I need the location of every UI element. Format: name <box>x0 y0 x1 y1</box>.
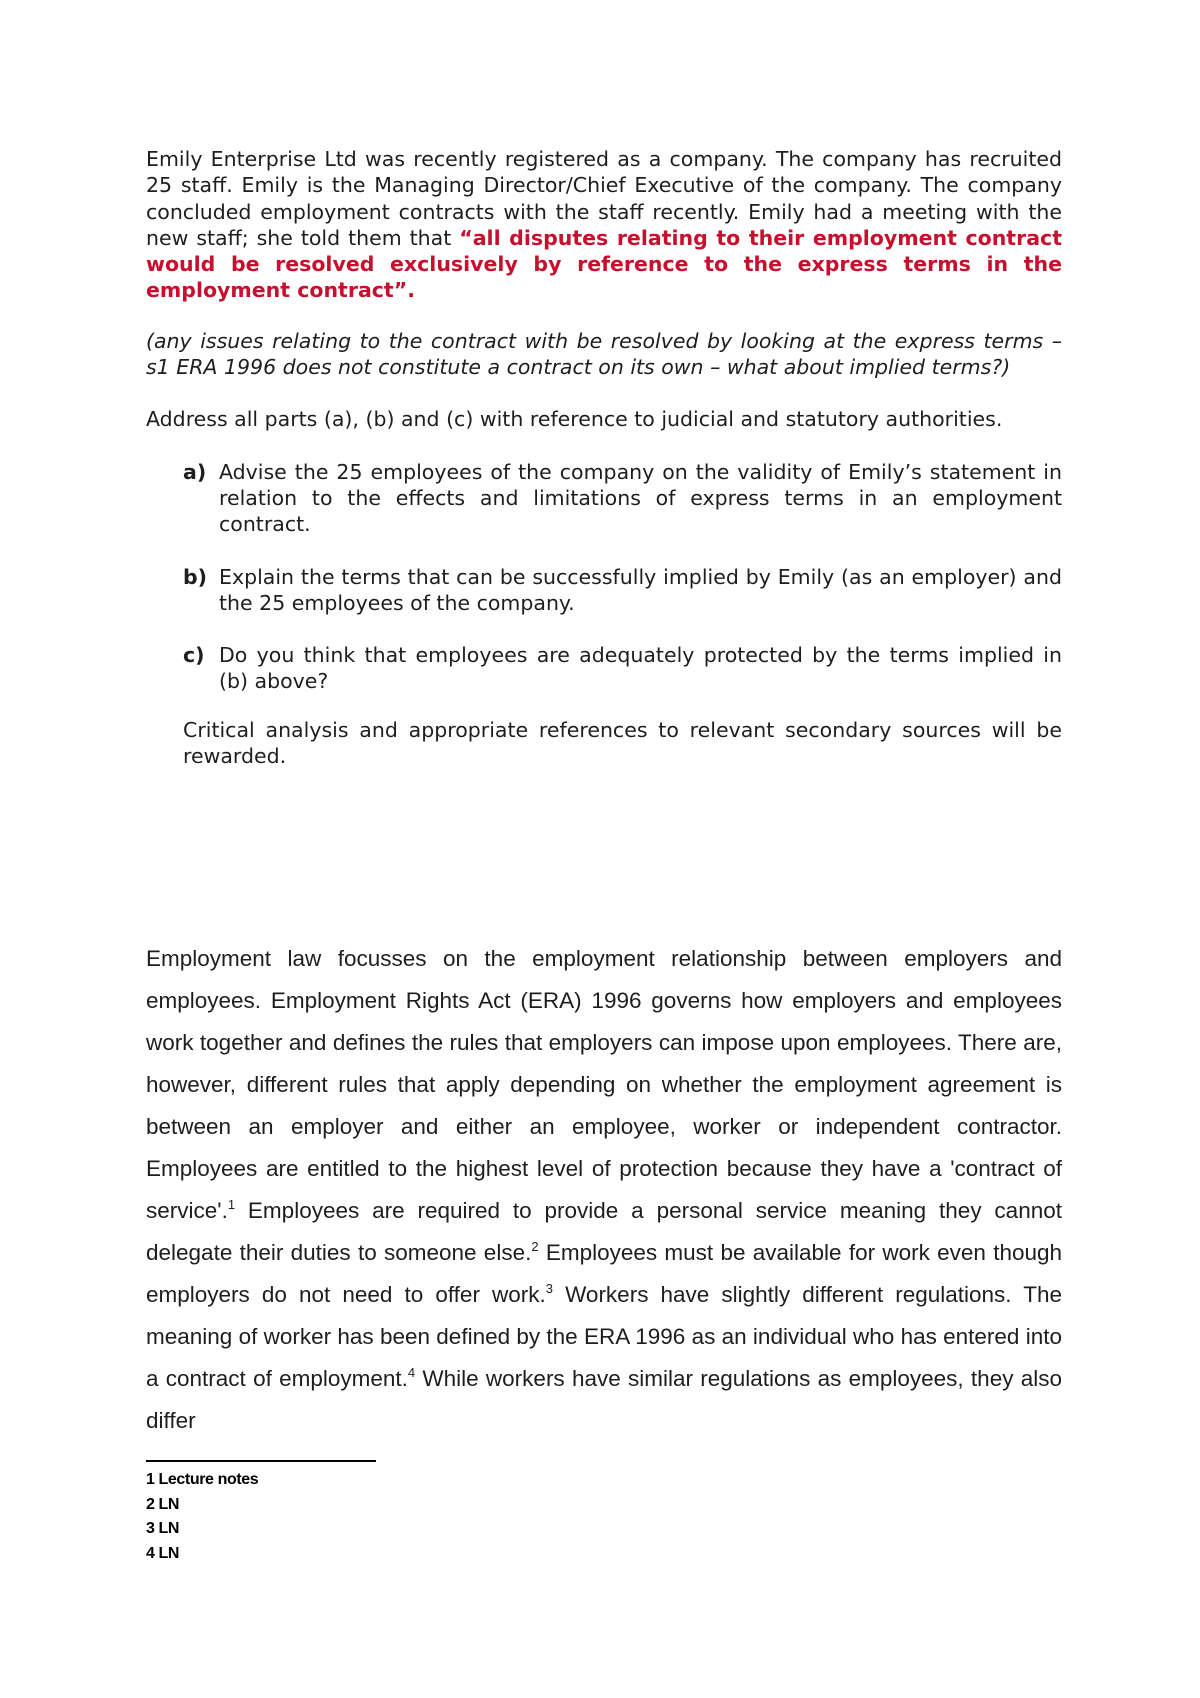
essay-sentence: Employees are required to provide a personal service meaning they cannot delegate their duties to someone else. <box>146 1198 1062 1265</box>
footnote-ref[interactable]: 3 <box>545 1281 554 1296</box>
italic-note: (any issues relating to the contract with be resolved by looking at the express terms – s1 ERA 1996 does not constitute a contract on its own – what about implied terms?) <box>146 328 1062 380</box>
question-part-b <box>146 564 1062 617</box>
instruction-paragraph: Address all parts (a), (b) and (c) with reference to judicial and statutory authorities. <box>146 407 1003 432</box>
question-parts-list <box>146 459 1062 695</box>
question-part-a <box>146 459 1062 538</box>
part-text: Do you think that employees are adequately protected by the terms implied in (b) above? <box>219 643 1062 694</box>
footnote-ref[interactable]: 2 <box>531 1239 539 1254</box>
footnotes <box>146 1468 258 1566</box>
footnote-ref[interactable]: 1 <box>227 1197 236 1212</box>
footnote-item: 3 LN <box>146 1520 180 1537</box>
essay-sentence: While workers have similar regulations as employees, they also differ <box>146 1366 1062 1433</box>
essay-paragraph <box>146 938 1062 1442</box>
essay-sentence: Workers have slightly different regulations. The meaning of worker has been defined by the ERA 1996 as an individual who has entered into a contract of employment. <box>146 1282 1062 1391</box>
footnote-item: 4 LN <box>146 1544 180 1562</box>
footnote-ref[interactable]: 4 <box>407 1365 416 1380</box>
part-marker: c) <box>183 643 205 668</box>
question-part-c <box>146 642 1062 695</box>
part-text: Explain the terms that can be successfully implied by Emily (as an employer) and the 25 employees of the company. <box>219 564 1062 615</box>
scenario-text: Emily Enterprise Ltd was recently registered as a company. The company has recruited 25 staff. Emily is the Managing Director/Chief Executive of the company. The company concluded employment contracts with the staff recently. Emily had a meeting with the new staff; she told them that <box>146 147 1062 250</box>
assignment-question <box>146 146 1062 769</box>
essay-sentence: Employment law focusses on the employment relationship between employers and employees. Employment Rights Act (ERA) 1996 governs how employers and employees work together and defines the rules that employers can impose upon employees. There are, however, different rules that apply depending on whether the employment agreement is between an employer and either an employee, worker or independent contractor. Employees are entitled to the highest level of protection because they have a 'contract of service'. <box>146 946 1062 1223</box>
emily-statement-quote: “all disputes relating to their employment contract would be resolved exclusively by reference to the express terms in the employment contract”. <box>146 225 1062 303</box>
scenario-paragraph <box>146 146 1062 304</box>
closing-note: Critical analysis and appropriate references to relevant secondary sources will be rewarded. <box>183 717 1062 769</box>
part-marker: b) <box>183 564 208 589</box>
essay-sentence: Employees must be available for work even though employers do not need to offer work. <box>146 1240 1063 1307</box>
footnote-item: 1 Lecture notes <box>146 1471 259 1488</box>
footnote-separator <box>146 1460 376 1462</box>
part-text: Advise the 25 employees of the company on the validity of Emily’s statement in relation to the effects and limitations of express terms in an employment contract. <box>219 459 1062 537</box>
part-marker: a) <box>183 459 207 484</box>
footnote-item: 2 LN <box>146 1495 180 1513</box>
